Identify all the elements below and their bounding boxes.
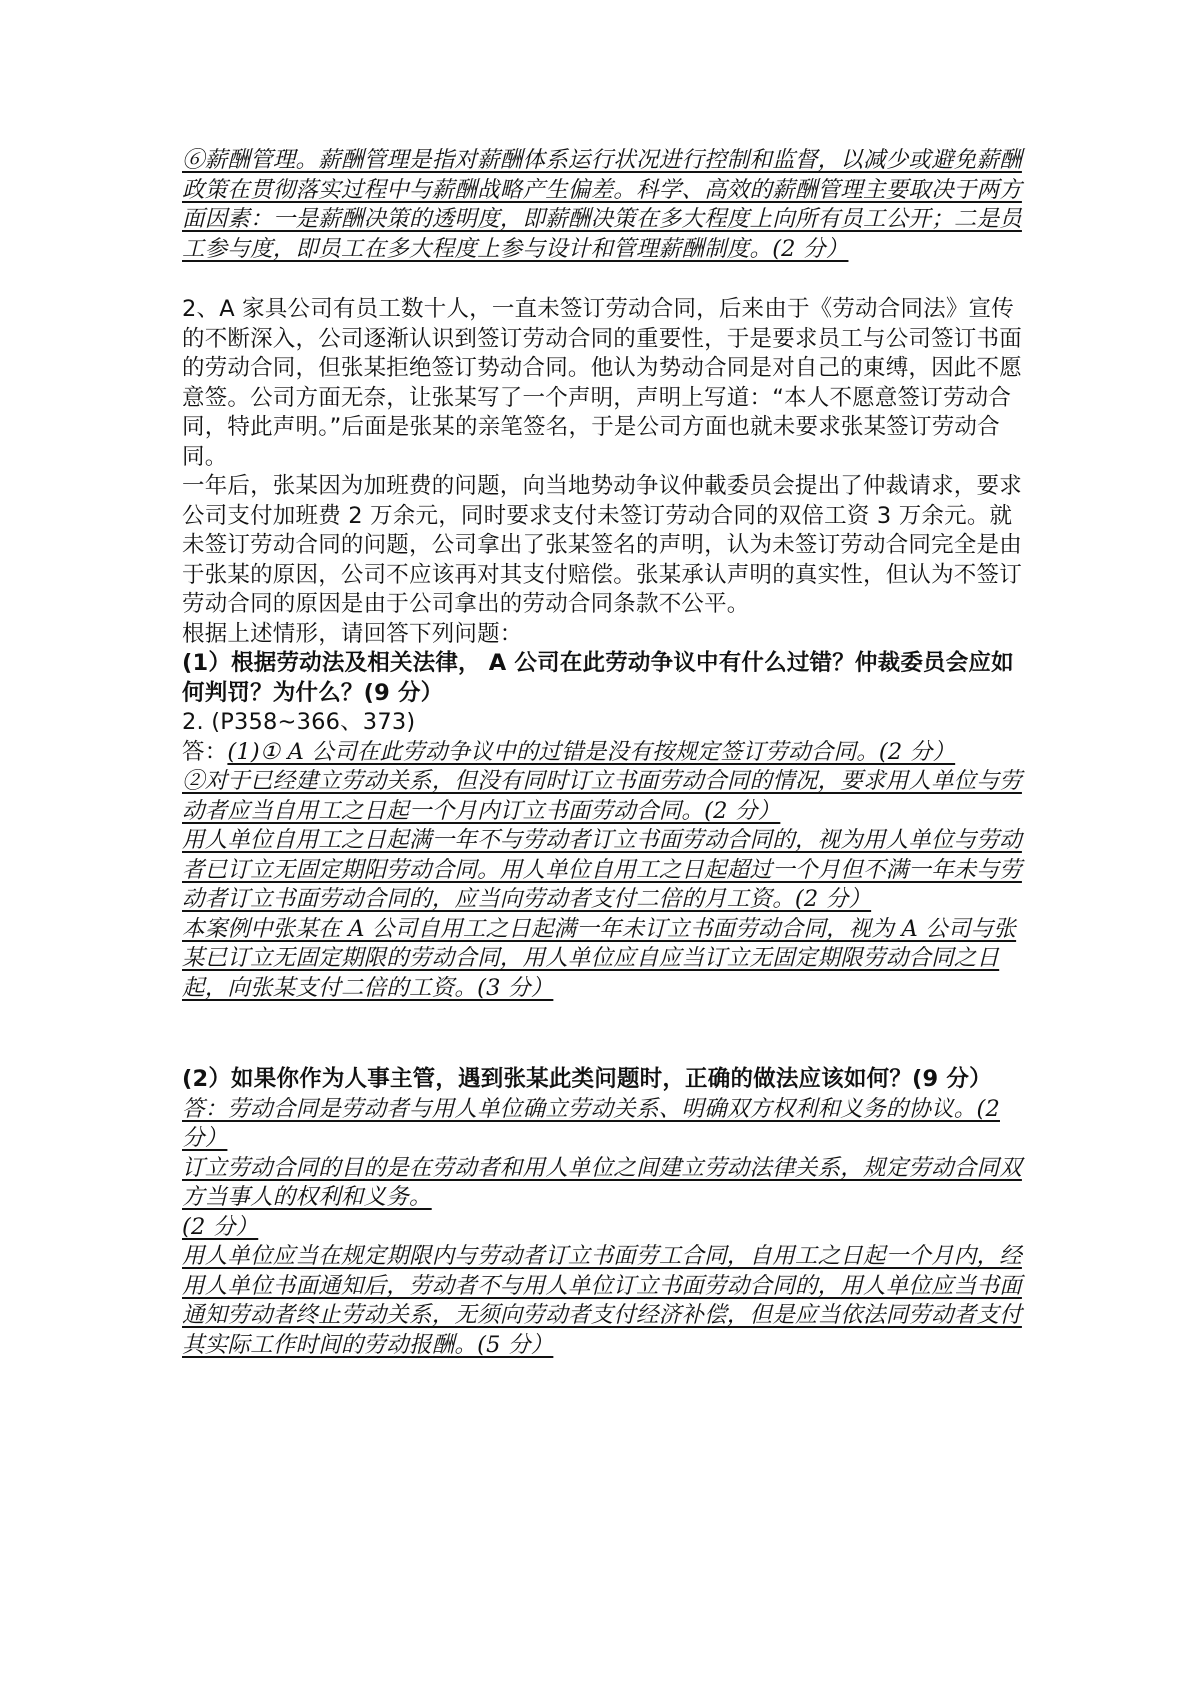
case-paragraph-1: 2、A 家具公司有员工数十人，一直未签订劳动合同，后来由于《劳动合同法》宣传的不断深入，公司逐渐认识到签订劳动合同的重要性，于是要求员工与公司签订书面的劳动合同，但张某拒绝签订势动合同。他认为势动合同是对自己的東缚，因此不愿意签。公司方面无奈，让张某写了一个声明，声明上写道：“本人不愿意签订劳动合同，特此声明。”后面是张某的亲笔签名，于是公司方面也就未要求张某签订劳动合同。 (182, 296, 1022, 470)
answer-line-1: (1)① A 公司在此劳动争议中的过错是没有按规定签订劳动合同。(2 分） (227, 738, 956, 765)
question-1-answer-2: ②对于已经建立劳动关系，但没有同时订立书面劳动合同的情况，要求用人单位与劳动者应当自用工之日起一个月内订立书面劳动合同。(2 分） (182, 768, 1022, 824)
document-page (182, 146, 1022, 1360)
question-1-answer-4: 本案例中张某在 A 公司自用工之日起满一年未订立书面劳动合同，视为 A 公司与张某已订立无固定期限的劳动合同，用人单位应自应当订立无固定期限劳动合同之日起，向张某支付二倍的工资。(3 分） (182, 915, 1017, 1001)
spacer (182, 264, 1022, 295)
question-1-reference: 2. (P358~366、373) (182, 709, 416, 735)
answer-label: 答： (182, 738, 228, 765)
question-1-answer-3: 用人单位自用工之日起满一年不与劳动者订立书面劳动合同的，视为用人单位与劳动者已订立无固定期阳劳动合同。用人单位自用工之日起超过一个月但不满一年未与劳动者订立书面劳动合同的，应当向劳动者支付二倍的月工资。(2 分） (182, 827, 1022, 912)
case-paragraph-2: 一年后，张某因为加班费的问题，向当地势动争议仲載委员会提出了仲裁请求，要求公司支付加班费 2 万余元，同时要求支付未签订劳动合同的双倍工资 3 万余元。就未签订劳动合同的问题，公司拿出了张某签名的声明，认为未签订劳动合同完全是由于张某的原因，公司不应该再对其支付赔偿。张某承认声明的真实性，但认为不签订劳动合同的原因是由于公司拿出的劳动合同条款不公平。 (182, 473, 1022, 617)
question-2-answer-1: 答：劳动合同是劳动者与用人单位确立劳动关系、明确双方权利和义务的协议。(2 分） (182, 1095, 1000, 1151)
question-2-title: (2）如果你作为人事主管，遇到张某此类问题时，正确的做法应该如何？(9 分） (182, 1066, 992, 1092)
question-2-answer-2-score: (2 分） (182, 1213, 259, 1240)
spacer (182, 1003, 1022, 1065)
question-1-title: (1）根据劳动法及相关法律， A 公司在此劳动争议中有什么过错？仲裁委员会应如何判罚？为什么？(9 分） (182, 650, 1014, 706)
question-2-answer-2: 订立劳动合同的目的是在劳动者和用人单位之间建立劳动法律关系，规定劳动合同双方当事人的权利和义务。 (182, 1154, 1022, 1210)
question-2-answer-3: 用人单位应当在规定期限内与劳动者订立书面劳工合同，自用工之日起一个月内，经用人单位书面通知后，劳动者不与用人单位订立书面劳动合同的，用人单位应当书面通知劳动者终止劳动关系，无须向劳动者支付经济补偿，但是应当依法同劳动者支付其实际工作时间的劳动报酬。(5 分） (182, 1243, 1022, 1358)
case-prompt: 根据上述情形，请回答下列问题： (182, 620, 523, 647)
section6-salary-management: ⑥薪酬管理。薪酬管理是指对薪酬体系运行状况进行控制和监督，以减少或避免薪酬政策在贯彻落实过程中与薪酬战略产生偏差。科学、高效的薪酬管理主要取决于两方面因素：一是薪酬决策的透明度，即薪酬决策在多大程度上向所有员工公开；二是员工参与度，即员工在多大程度上参与设计和管理薪酬制度。(2 分） (182, 147, 1022, 262)
question-1-answer-first (182, 738, 1022, 768)
